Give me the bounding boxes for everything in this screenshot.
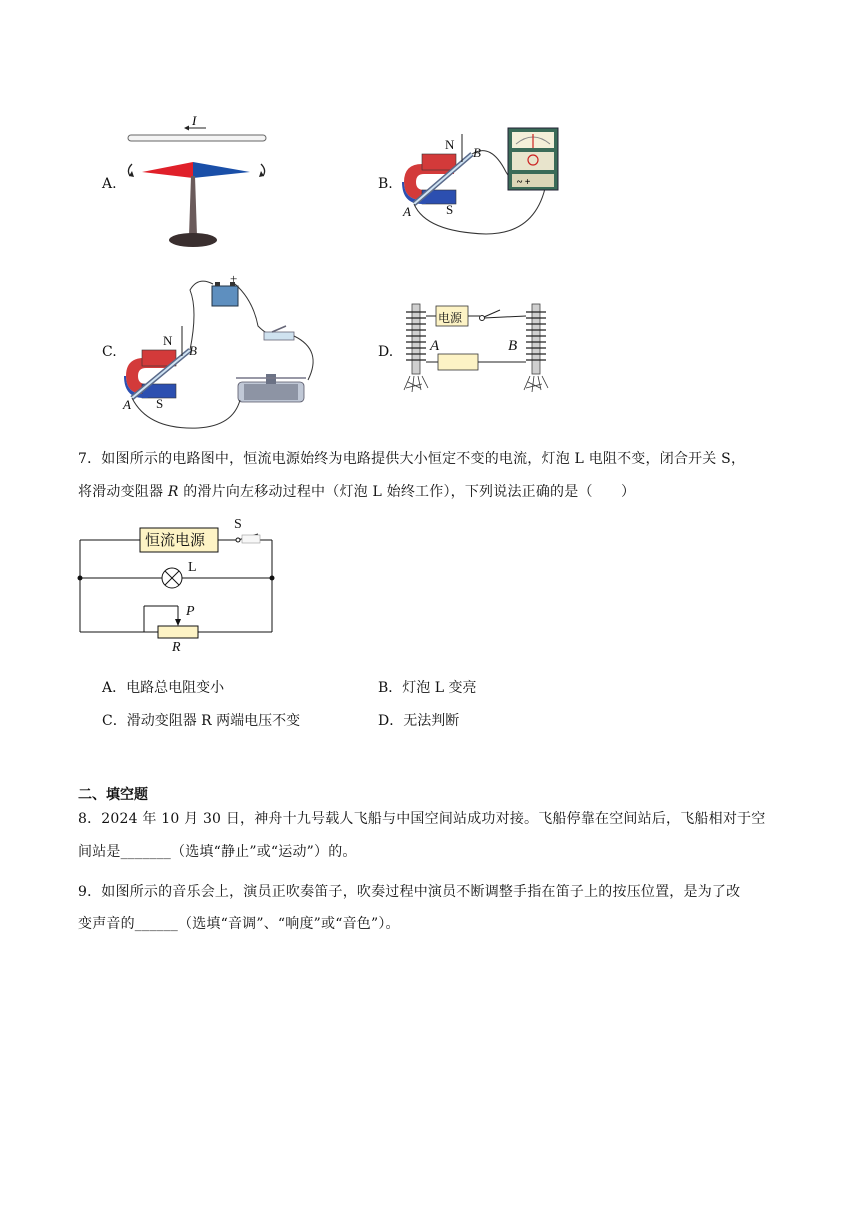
- switch-label: S: [234, 517, 242, 532]
- label-a: A: [403, 204, 411, 219]
- q9-stem-line2: 变声音的______（选填“音调”、“响度”或“音色”）。: [78, 916, 400, 932]
- label-n: N: [163, 333, 173, 348]
- label-n: N: [445, 137, 455, 152]
- figure-a-compass-under-wire: [118, 108, 278, 253]
- q7-stem-line2: 将滑动变阻器 R 的滑片向左移动过程中（灯泡 L 始终工作），下列说法正确的是（ ）: [78, 484, 636, 500]
- battery-plus-label: +: [230, 271, 238, 286]
- power-label: 电源: [438, 311, 463, 325]
- label-b: B: [508, 338, 518, 354]
- q7-option-b[interactable]: B．灯泡 L 变亮: [378, 680, 477, 696]
- figure-c-magnet-battery-rheostat: [118, 270, 328, 435]
- label-s: S: [446, 202, 454, 217]
- option-b-letter: B.: [378, 176, 393, 192]
- label-b: B: [473, 145, 481, 160]
- q7-option-c[interactable]: C．滑动变阻器 R 两端电压不变: [102, 713, 301, 729]
- rheostat-label: R: [172, 640, 181, 655]
- figure-b-magnet-galvanometer: [396, 122, 566, 242]
- svg-text:~ +: ~ +: [517, 177, 531, 188]
- label-a: A: [123, 397, 131, 412]
- label-b: B: [189, 343, 197, 358]
- option-a-letter: A.: [102, 176, 117, 192]
- q8-stem-line1: 8．2024 年 10 月 30 日，神舟十九号载人飞船与中国空间站成功对接。飞船停靠在空间站后，飞船相对于空: [78, 811, 766, 827]
- option-c-letter: C.: [102, 344, 117, 360]
- label-a: A: [430, 338, 440, 354]
- section-title: 二、填空题: [78, 787, 148, 803]
- slider-label: P: [186, 604, 195, 619]
- q9-stem-line1: 9．如图所示的音乐会上，演员正吹奏笛子，吹奏过程中演员不断调整手指在笛子上的按压位置，是为了改: [78, 884, 741, 900]
- label-s: S: [156, 396, 164, 411]
- q8-stem-line2: 间站是_______（选填“静止”或“运动”）的。: [78, 844, 357, 860]
- constant-current-source-label: 恒流电源: [145, 531, 206, 549]
- lamp-label: L: [188, 560, 197, 575]
- figure-d-electromagnets: [396, 298, 556, 398]
- q7-option-d[interactable]: D．无法判断: [378, 713, 460, 729]
- q7-option-a[interactable]: A．电路总电阻变小: [102, 680, 225, 696]
- option-d-letter: D.: [378, 344, 394, 360]
- q7-stem-line1: 7．如图所示的电路图中，恒流电源始终为电路提供大小恒定不变的电流，灯泡 L 电阻不变，闭合开关 S，: [78, 451, 746, 467]
- current-label: I: [192, 113, 197, 128]
